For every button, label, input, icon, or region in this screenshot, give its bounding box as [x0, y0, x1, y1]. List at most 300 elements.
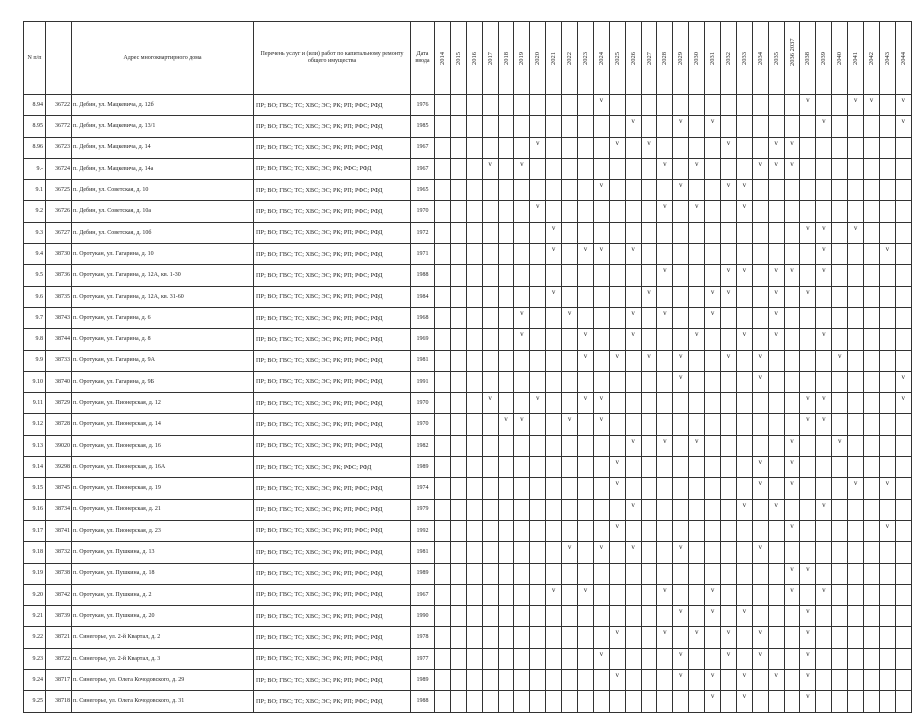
year-cell [466, 222, 482, 243]
year-cell [800, 499, 816, 520]
house-address: п. Оротукан, ул. Пушкина, д. 18 [72, 563, 254, 584]
year-cell [530, 307, 546, 328]
year-cell [514, 116, 530, 137]
year-cell [736, 435, 752, 456]
year-cell [530, 244, 546, 265]
year-cell [895, 435, 911, 456]
year-cell [768, 542, 784, 563]
year-cell [721, 499, 737, 520]
header-year [546, 22, 562, 95]
house-code: 38721 [46, 627, 72, 648]
year-cell [514, 520, 530, 541]
year-built: 1965 [411, 180, 435, 201]
year-cell [832, 244, 848, 265]
year-cell [514, 691, 530, 712]
header-year-label: 2015 [454, 51, 462, 65]
year-cell [673, 116, 689, 137]
year-cell [657, 584, 673, 605]
year-cell [625, 329, 641, 350]
year-cell [705, 265, 721, 286]
check-mark: v [806, 223, 810, 232]
year-cell [450, 520, 466, 541]
year-cell [689, 180, 705, 201]
header-year-label: 2021 [550, 51, 558, 65]
year-cell [641, 137, 657, 158]
year-cell [800, 350, 816, 371]
house-address: п. Дебин, ул. Мацкевича, д. 12б [72, 95, 254, 116]
year-cell [816, 499, 832, 520]
year-cell [562, 265, 578, 286]
year-cell [657, 563, 673, 584]
year-cell [752, 244, 768, 265]
year-cell [816, 627, 832, 648]
year-cell [784, 244, 800, 265]
table-row [24, 265, 912, 286]
year-cell [816, 584, 832, 605]
house-address: п. Дебин, ул. Мацкевича, д. 14а [72, 158, 254, 179]
year-cell [514, 627, 530, 648]
year-cell [832, 158, 848, 179]
year-cell [562, 414, 578, 435]
house-address: п. Оротукан, ул. Пионерская, д. 16 [72, 435, 254, 456]
check-mark: v [599, 415, 604, 424]
header-year [800, 22, 816, 95]
year-built: 1967 [411, 137, 435, 158]
year-cell [593, 435, 609, 456]
year-cell [578, 137, 594, 158]
year-cell [752, 222, 768, 243]
year-cell [625, 584, 641, 605]
check-mark: v [822, 585, 826, 594]
year-cell [673, 435, 689, 456]
row-number: 9.19 [24, 563, 46, 584]
year-cell [625, 350, 641, 371]
check-mark: v [599, 543, 604, 552]
year-cell [705, 542, 721, 563]
check-mark: v [663, 266, 667, 275]
year-cell [657, 116, 673, 137]
year-cell [784, 393, 800, 414]
year-cell [832, 520, 848, 541]
year-cell [721, 584, 737, 605]
year-cell [657, 158, 673, 179]
header-code [46, 22, 72, 95]
year-cell [864, 116, 880, 137]
year-cell [768, 95, 784, 116]
check-mark: v [599, 181, 604, 190]
year-cell [482, 158, 498, 179]
year-cell [641, 286, 657, 307]
header-year [689, 22, 705, 95]
check-mark: v [742, 266, 747, 275]
table-row [24, 307, 912, 328]
year-cell [450, 180, 466, 201]
year-cell [514, 222, 530, 243]
header-year-label: 2025 [613, 51, 621, 65]
year-cell [864, 95, 880, 116]
year-cell [832, 414, 848, 435]
year-cell [435, 201, 451, 222]
year-cell [816, 265, 832, 286]
year-cell [689, 95, 705, 116]
year-cell [435, 563, 451, 584]
year-cell [482, 499, 498, 520]
repair-works: ПР; ВО; ГВС; ТС; ХВС; ЭС; РК; РП; РФС; РФД [254, 180, 411, 201]
year-cell [641, 478, 657, 499]
year-cell [593, 393, 609, 414]
year-cell [466, 350, 482, 371]
year-cell [879, 584, 895, 605]
year-cell [466, 414, 482, 435]
house-address: п. Синегорье, ул. 2-й Квартал, д. 2 [72, 627, 254, 648]
year-cell [609, 393, 625, 414]
year-cell [657, 606, 673, 627]
check-mark: v [536, 394, 540, 403]
house-address: п. Оротукан, ул. Пионерская, д. 16А [72, 457, 254, 478]
check-mark: v [822, 394, 826, 403]
row-number: 9.23 [24, 648, 46, 669]
year-cell [864, 478, 880, 499]
year-built: 1971 [411, 244, 435, 265]
year-cell [752, 584, 768, 605]
year-cell [593, 286, 609, 307]
header-year-label: 2044 [899, 51, 907, 65]
year-cell [784, 457, 800, 478]
year-cell [752, 137, 768, 158]
year-cell [498, 180, 514, 201]
year-cell [546, 180, 562, 201]
year-cell [546, 244, 562, 265]
year-cell [466, 329, 482, 350]
year-cell [609, 542, 625, 563]
year-cell [895, 158, 911, 179]
year-cell [530, 670, 546, 691]
year-cell [721, 520, 737, 541]
year-cell [498, 478, 514, 499]
year-cell [848, 286, 864, 307]
year-cell [625, 670, 641, 691]
year-cell [514, 542, 530, 563]
year-cell [435, 648, 451, 669]
year-cell [848, 457, 864, 478]
year-cell [578, 563, 594, 584]
year-cell [689, 116, 705, 137]
year-cell [705, 329, 721, 350]
year-cell [625, 286, 641, 307]
year-cell [514, 414, 530, 435]
check-mark: v [726, 181, 731, 190]
year-cell [546, 627, 562, 648]
year-cell [800, 265, 816, 286]
year-cell [657, 307, 673, 328]
house-code: 38728 [46, 414, 72, 435]
header-year [625, 22, 641, 95]
year-cell [864, 670, 880, 691]
year-cell [832, 542, 848, 563]
house-address: п. Оротукан, ул. Пушкина, д. 20 [72, 606, 254, 627]
year-cell [625, 244, 641, 265]
row-number: 8.96 [24, 137, 46, 158]
repair-works: ПР; ВО; ГВС; ТС; ХВС; ЭС; РК; РП; РФС; РФД [254, 137, 411, 158]
house-code: 38717 [46, 670, 72, 691]
house-code: 36727 [46, 222, 72, 243]
row-number: 9.3 [24, 222, 46, 243]
house-address: п. Оротукан, ул. Пионерская, д. 21 [72, 499, 254, 520]
year-cell [482, 265, 498, 286]
year-cell [879, 563, 895, 584]
year-cell [562, 670, 578, 691]
year-cell [800, 329, 816, 350]
year-cell [641, 499, 657, 520]
year-cell [578, 627, 594, 648]
row-number: 9.- [24, 158, 46, 179]
year-cell [657, 222, 673, 243]
check-mark: v [790, 521, 794, 530]
year-cell [673, 201, 689, 222]
year-cell [450, 95, 466, 116]
check-mark: v [742, 181, 747, 190]
header-year [673, 22, 689, 95]
year-cell [879, 95, 895, 116]
year-cell [593, 265, 609, 286]
check-mark: v [758, 372, 762, 381]
year-cell [736, 691, 752, 712]
year-cell [895, 95, 911, 116]
table-row [24, 563, 912, 584]
year-cell [768, 180, 784, 201]
year-cell [895, 414, 911, 435]
table-row [24, 329, 912, 350]
year-cell [689, 584, 705, 605]
year-cell [848, 478, 864, 499]
repair-works: ПР; ВО; ГВС; ТС; ХВС; ЭС; РК; РП; РФС; РФД [254, 584, 411, 605]
year-cell [784, 116, 800, 137]
year-cell [848, 542, 864, 563]
year-cell [435, 158, 451, 179]
year-cell [641, 520, 657, 541]
check-mark: v [551, 287, 556, 296]
year-cell [578, 457, 594, 478]
year-cell [673, 244, 689, 265]
check-mark: v [790, 479, 794, 488]
year-cell [705, 95, 721, 116]
year-cell [721, 691, 737, 712]
row-number: 9.18 [24, 542, 46, 563]
year-cell [435, 137, 451, 158]
check-mark: v [885, 521, 890, 530]
check-mark: v [742, 607, 747, 616]
row-number: 9.13 [24, 435, 46, 456]
year-cell [530, 95, 546, 116]
year-cell [800, 116, 816, 137]
repair-works: ПР; ВО; ГВС; ТС; ХВС; ЭС; РК; РП; РФС; РФД [254, 606, 411, 627]
year-cell [657, 499, 673, 520]
header-year-label: 2039 [820, 51, 828, 65]
row-number: 9.1 [24, 180, 46, 201]
year-cell [736, 116, 752, 137]
year-cell [641, 435, 657, 456]
check-mark: v [599, 394, 604, 403]
year-cell [784, 137, 800, 158]
year-cell [498, 307, 514, 328]
house-address: п. Синегорье, ул. Олега Кочодовского, д. 31 [72, 691, 254, 712]
check-mark: v [822, 266, 826, 275]
year-cell [609, 563, 625, 584]
year-built: 1982 [411, 435, 435, 456]
table-row [24, 244, 912, 265]
year-cell [864, 435, 880, 456]
check-mark: v [742, 671, 747, 680]
year-cell [800, 393, 816, 414]
row-number: 9.11 [24, 393, 46, 414]
year-cell [546, 286, 562, 307]
year-cell [705, 286, 721, 307]
check-mark: v [885, 245, 890, 254]
house-code: 38730 [46, 244, 72, 265]
check-mark: v [551, 585, 556, 594]
year-cell [625, 265, 641, 286]
year-cell [689, 286, 705, 307]
house-address: п. Дебин, ул. Мацкевича, д. 13/1 [72, 116, 254, 137]
year-cell [768, 670, 784, 691]
header-year-label: 2031 [709, 51, 717, 65]
check-mark: v [726, 138, 731, 147]
check-mark: v [583, 330, 588, 339]
year-cell [784, 435, 800, 456]
year-cell [482, 244, 498, 265]
year-cell [879, 414, 895, 435]
year-cell [879, 265, 895, 286]
year-cell [895, 520, 911, 541]
year-cell [435, 371, 451, 392]
year-cell [609, 286, 625, 307]
house-address: п. Оротукан, ул. Пионерская, д. 14 [72, 414, 254, 435]
header-year [816, 22, 832, 95]
year-cell [848, 201, 864, 222]
header-year-label: 2041 [852, 51, 860, 65]
check-mark: v [583, 585, 588, 594]
year-cell [832, 95, 848, 116]
year-cell [673, 627, 689, 648]
year-cell [498, 435, 514, 456]
year-cell [657, 137, 673, 158]
repair-works: ПР; ВО; ГВС; ТС; ХВС; ЭС; РК; РП; РФС; РФД [254, 265, 411, 286]
year-cell [609, 222, 625, 243]
year-cell [641, 627, 657, 648]
check-mark: v [631, 543, 635, 552]
header-year-label: 2033 [740, 51, 748, 65]
year-cell [466, 520, 482, 541]
year-cell [530, 648, 546, 669]
year-cell [593, 158, 609, 179]
year-cell [657, 457, 673, 478]
year-cell [673, 499, 689, 520]
check-mark: v [599, 96, 604, 104]
year-cell [530, 520, 546, 541]
year-cell [593, 606, 609, 627]
year-cell [832, 371, 848, 392]
check-mark: v [679, 649, 683, 658]
year-cell [482, 371, 498, 392]
check-mark: v [647, 138, 651, 147]
year-cell [625, 520, 641, 541]
year-cell [895, 499, 911, 520]
year-built: 1992 [411, 520, 435, 541]
check-mark: v [663, 628, 667, 637]
header-year [752, 22, 768, 95]
year-cell [673, 606, 689, 627]
year-cell [530, 691, 546, 712]
check-mark: v [790, 585, 794, 594]
year-cell [450, 222, 466, 243]
year-cell [784, 286, 800, 307]
year-cell [736, 499, 752, 520]
check-mark: v [758, 351, 762, 360]
year-cell [562, 691, 578, 712]
check-mark: v [901, 372, 906, 381]
year-cell [498, 350, 514, 371]
year-cell [736, 244, 752, 265]
year-cell [562, 542, 578, 563]
check-mark: v [663, 308, 667, 317]
year-cell [705, 180, 721, 201]
check-mark: v [710, 671, 715, 680]
year-cell [895, 691, 911, 712]
year-cell [435, 307, 451, 328]
header-address: Адрес многоквартирного дома [72, 22, 254, 95]
year-cell [609, 244, 625, 265]
year-cell [450, 393, 466, 414]
house-address: п. Оротукан, ул. Пушкина, д. 2 [72, 584, 254, 605]
year-built: 1981 [411, 542, 435, 563]
year-cell [450, 457, 466, 478]
house-code: 38744 [46, 329, 72, 350]
year-cell [800, 201, 816, 222]
year-cell [800, 244, 816, 265]
year-cell [578, 265, 594, 286]
year-cell [498, 244, 514, 265]
row-number: 9.6 [24, 286, 46, 307]
house-code: 38736 [46, 265, 72, 286]
year-cell [768, 457, 784, 478]
check-mark: v [583, 351, 588, 360]
house-code: 38741 [46, 520, 72, 541]
year-cell [768, 478, 784, 499]
header-year-built: Дата ввода [411, 22, 435, 95]
check-mark: v [774, 330, 778, 339]
year-cell [498, 627, 514, 648]
year-cell [832, 606, 848, 627]
year-cell [752, 499, 768, 520]
year-cell [435, 244, 451, 265]
year-cell [864, 158, 880, 179]
year-cell [800, 180, 816, 201]
year-cell [848, 499, 864, 520]
check-mark: v [615, 479, 619, 488]
year-cell [848, 329, 864, 350]
year-cell [609, 116, 625, 137]
year-cell [514, 244, 530, 265]
year-cell [609, 584, 625, 605]
year-cell [466, 542, 482, 563]
year-cell [784, 201, 800, 222]
row-number: 9.15 [24, 478, 46, 499]
year-cell [498, 542, 514, 563]
year-cell [450, 329, 466, 350]
year-cell [562, 371, 578, 392]
year-cell [721, 393, 737, 414]
header-year-label: 2029 [677, 51, 685, 65]
